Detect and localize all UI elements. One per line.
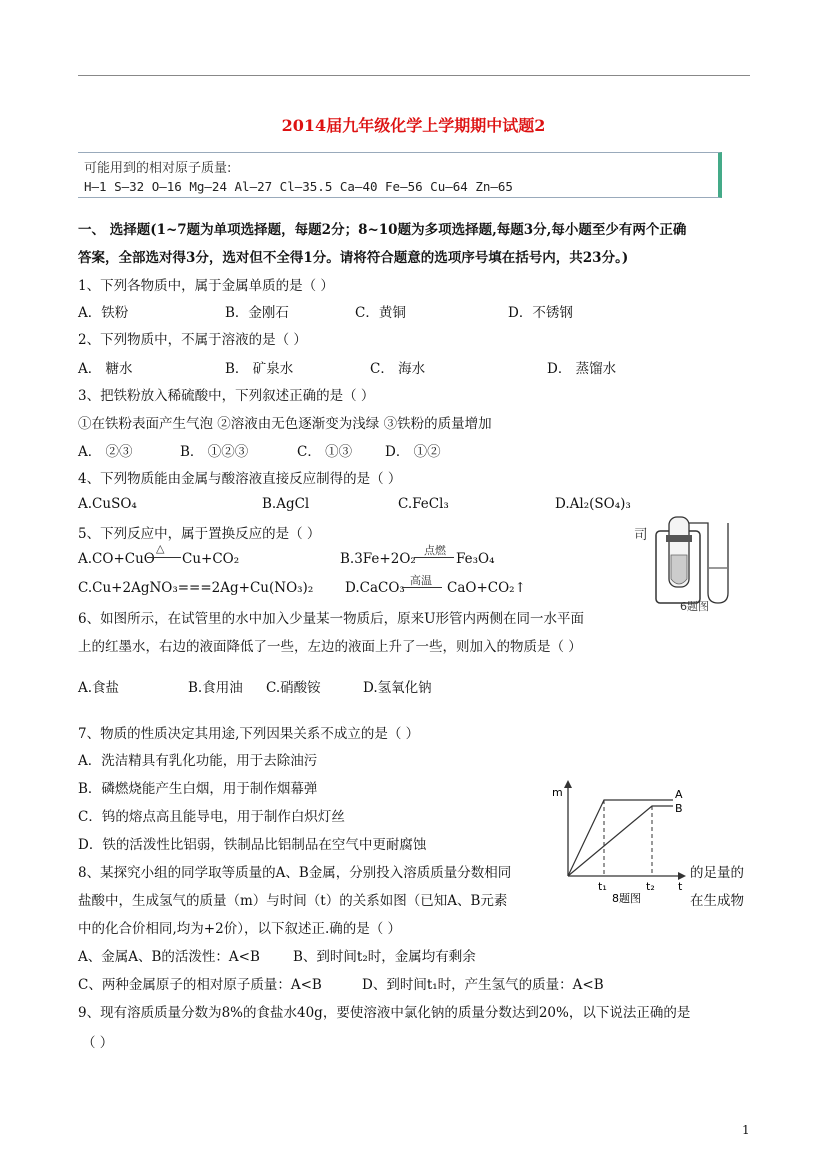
q5-option-d: D.CaCO₃ [345, 580, 405, 596]
q5-option-c: C.Cu+2AgNO₃===2Ag+Cu(NO₃)₂ [78, 580, 314, 596]
q8-y-arrow [564, 780, 572, 788]
q7-option-c: C．钨的熔点高且能导电，用于制作白炽灯丝 [78, 809, 345, 825]
q6-option-a: A.食盐 [78, 680, 120, 696]
q5-a-arrow-line [147, 557, 181, 558]
page-title: 2014届九年级化学上学期期中试题2 [281, 116, 546, 135]
q2-stem: 2、下列物质中，不属于溶液的是（ ） [78, 332, 307, 348]
atomic-mass-label: 可能用到的相对原子质量: [84, 161, 232, 176]
page-number: 1 [742, 1123, 750, 1137]
q2-option-d: D． 蒸馏水 [547, 361, 617, 377]
q1-option-c: C．黄铜 [355, 305, 406, 321]
q4-option-b: B.AgCl [262, 496, 310, 512]
q6-option-c: C.硝酸铵 [266, 680, 321, 696]
q8-x-arrow [678, 872, 686, 880]
q3-stem: 3、把铁粉放入稀硫酸中，下列叙述正确的是（ ） [78, 388, 375, 404]
q8-line-b-label: B [675, 802, 683, 815]
q8-figure-label: 8题图 [612, 892, 641, 905]
q8-option-c: C、两种金属原子的相对原子质量：A<B [78, 977, 322, 993]
q8-stem-line1-end: 的足量的 [690, 865, 744, 881]
q5-option-b: B.3Fe+2O₂ [340, 551, 416, 567]
q7-option-a: A．洗洁精具有乳化功能，用于去除油污 [78, 753, 318, 769]
q3-items: ①在铁粉表面产生气泡 ②溶液由无色逐渐变为浅绿 ③铁粉的质量增加 [78, 416, 492, 432]
q8-figure [548, 776, 688, 906]
q5-a-products: Cu+CO₂ [182, 551, 240, 567]
q5-d-condition: 高温 [410, 574, 432, 587]
q4-stem: 4、下列物质能由金属与酸溶液直接反应制得的是（ ） [78, 471, 402, 487]
q2-option-c: C． 海水 [370, 361, 426, 377]
q6-option-d: D.氢氧化钠 [363, 680, 432, 696]
q5-b-arrow-line [414, 557, 454, 558]
q1-option-a: A．铁粉 [78, 305, 129, 321]
q8-line-b [568, 806, 673, 876]
q6-option-b: B.食用油 [188, 680, 243, 696]
q5-stem: 5、下列反应中，属于置换反应的是（ ） [78, 526, 321, 542]
q8-line-a-label: A [675, 788, 683, 801]
q7-option-b: B．磷燃烧能产生白烟，用于制作烟幕弹 [78, 781, 318, 797]
q5-d-products: CaO+CO₂↑ [447, 580, 526, 596]
q6-liquid [671, 555, 687, 584]
q6-stopper [666, 535, 692, 542]
q7-stem: 7、物质的性质决定其用途,下列因果关系不成立的是（ ） [78, 726, 420, 742]
section-heading-line1: 一、 选择题(1~7题为单项选择题，每题2分；8~10题为多项选择题,每题3分,每小题至少有两个正确 [78, 222, 687, 238]
q9-stem-line1: 9、现有溶质质量分数为8%的食盐水40g，要使溶液中氯化钠的质量分数达到20%，以下说法正确的是 [78, 1005, 691, 1021]
q2-option-b: B． 矿泉水 [225, 361, 294, 377]
q1-option-b: B．金刚石 [225, 305, 289, 321]
q5-a-condition: △ [156, 542, 165, 555]
q8-stem-line1: 8、某探究小组的同学取等质量的A、B金属，分别投入溶质质量分数相同 [78, 865, 512, 881]
q8-stem-line2: 盐酸中，生成氢气的质量（m）与时间（t）的关系如图（已知A、B元素 [78, 893, 508, 909]
q4-option-c: C.FeCl₃ [398, 496, 449, 512]
q5-option-a: A.CO+CuO [78, 551, 155, 567]
q3-option-d: D． ①② [385, 444, 441, 460]
q8-option-a: A、金属A、B的活泼性：A<B [78, 949, 260, 965]
q8-t2-label: t₂ [646, 880, 655, 893]
q4-option-a: A.CuSO₄ [78, 496, 137, 512]
q8-option-d: D、到时间t₁时，产生氢气的质量：A<B [362, 977, 604, 993]
q4-option-d: D.Al₂(SO₄)₃ [555, 496, 631, 512]
q9-stem-line2: （ ） [82, 1035, 114, 1051]
q5-b-condition: 点燃 [424, 544, 446, 557]
q8-line-a [568, 800, 673, 876]
q8-stem-line3: 中的化合价相同,均为+2价），以下叙述正.确的是（ ） [78, 921, 402, 937]
atomic-mass-values: H—1 S—32 O—16 Mg—24 Al—27 Cl—35.5 Ca—40 Fe—56 Cu—64 Zn—65 [84, 179, 513, 194]
q6-u-tube [689, 523, 728, 603]
header-rule [78, 75, 750, 76]
q8-stem-line2-end: 在生成物 [690, 893, 744, 909]
q1-option-d: D．不锈钢 [508, 305, 573, 321]
section-heading-line2: 答案，全部选对得3分，选对但不全得1分。请将符合题意的选项序号填在括号内，共23分。) [78, 250, 629, 266]
q3-option-a: A． ②③ [78, 444, 133, 460]
q6-stem-line2: 上的红墨水，右边的液面降低了一些，左边的液面上升了一些，则加入的物质是（ ） [78, 639, 582, 655]
q5-d-arrow-line [402, 587, 442, 588]
q8-t1-label: t₁ [598, 880, 607, 893]
q6-stem-line1: 6、如图所示，在试管里的水中加入少量某一物质后，原来U形管内两侧在同一水平面 [78, 611, 584, 627]
q8-x-label: t [678, 880, 683, 893]
q7-option-d: D．铁的活泼性比铝弱，铁制品比铝制品在空气中更耐腐蚀 [78, 837, 427, 853]
q8-option-b: B、到时间t₂时，金属均有剩余 [293, 949, 476, 965]
q6-figure-label: 6题图 [680, 600, 709, 613]
q8-y-label: m [552, 786, 563, 799]
q5-b-products: Fe₃O₄ [456, 551, 495, 567]
q1-stem: 1、下列各物质中，属于金属单质的是（ ） [78, 278, 334, 294]
q2-option-a: A． 糖水 [78, 361, 133, 377]
q3-option-b: B． ①②③ [180, 444, 249, 460]
q3-option-c: C． ①③ [297, 444, 353, 460]
q6-figure-side-mark: 司 [634, 527, 648, 543]
